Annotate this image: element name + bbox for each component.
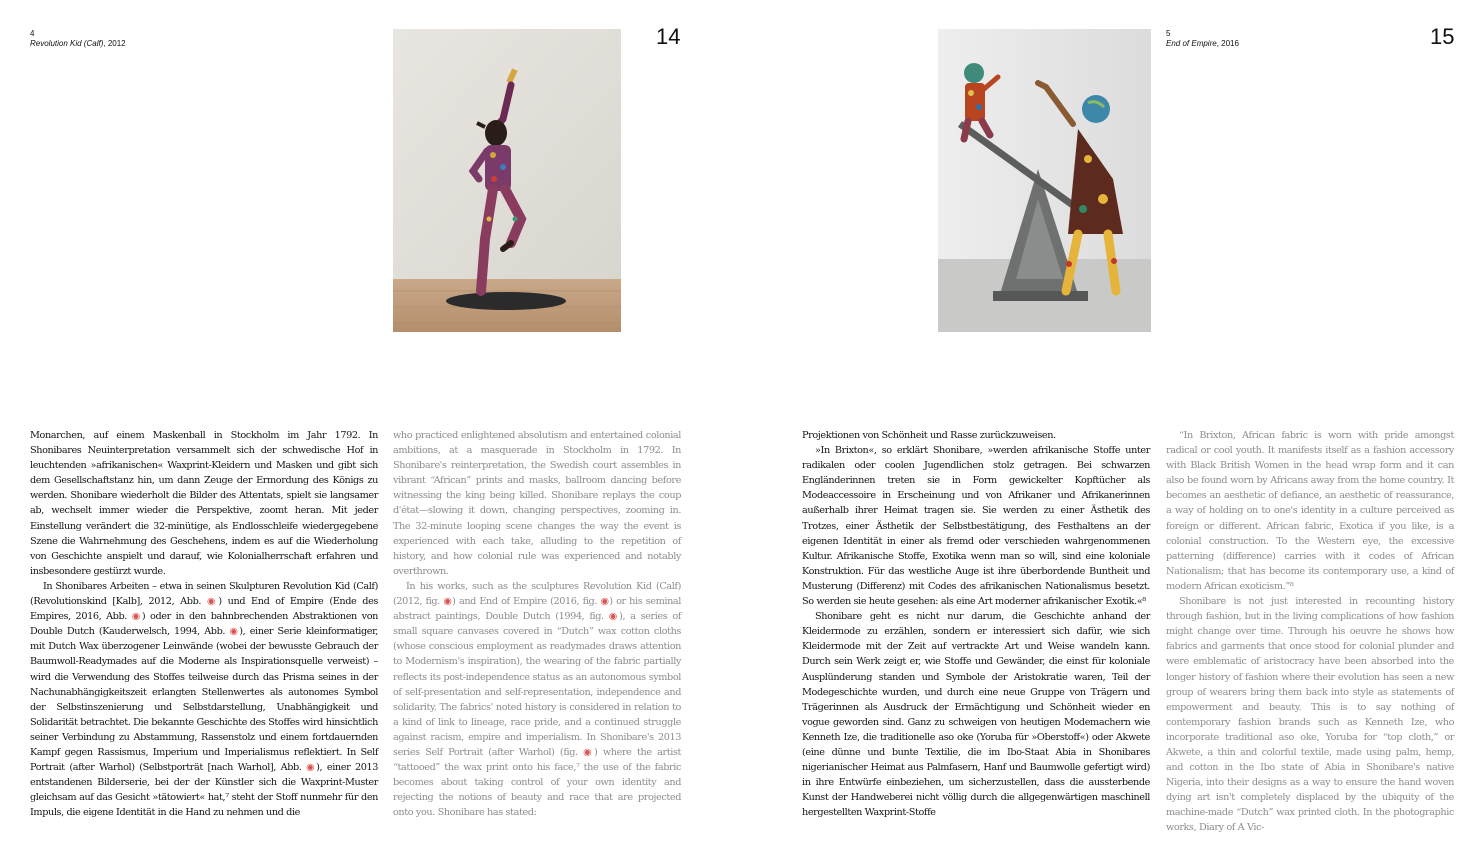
english-text-column [1166,428,1454,836]
figure-number: 5 [1166,29,1171,38]
right-page [742,0,1483,862]
sculpture-image [938,29,1151,332]
revolution-kid-photo [393,29,621,332]
paragraph: In his works, such as the sculptures Revolution Kid (Calf) (2012, fig. ◉) and End of Empire (2016, fig. ◉) or his seminal abstract paintings, Double Dutch (1994, fig. ◉), a series of small square canvases covered in “Dutch” wax cotton cloths (whose conscious employment as readymades draws attention to Modernism's inspiration), the wearing of the fabric partially reflects its post-independence status as an autonomous symbol of self-presentation and self-representation, independence and solidarity. The fabrics' noted history is considered in relation to a kind of link to lineage, race pride, and a continued struggle against racism, empire and imperialism. In Shonibare's 2013 series Self Portrait (after Warhol) (fig. ◉) where the artist “tattooed” the wax print onto his face,⁷ the use of the fabric becomes about taking control of your own identity and rejecting the notions of beauty and race that are projected onto you. Shonibare has stated: [393,580,682,819]
paragraph: In Shonibares Arbeiten – etwa in seinen Skulpturen Revolution Kid (Calf) (Revolutionskind [Kalb], 2012, Abb. ◉) und End of Empire (Ende des Empires, 2016, Abb. ◉) oder in den bahnbrechenden Abstraktionen von Double Dutch (Kauderwelsch, 1994, Abb. ◉), einer Serie kleinformatiger, mit Dutch Wax überzogener Leinwände (wobei der bewusste Gebrauch der Baumwoll-Readymades auf die Moderne als Inspirationsquelle verweist) – wird die Verwendung des Stoffes teilweise durch das Prisma seines in der Nachunabhängigkeitszeit erlangten Stellenwertes als autonomes Symbol der Selbstinszenierung und Selbstdarstellung, Unabhängigkeit und Solidarität betrachtet. Die bekannte Geschichte des Stoffes wird hinsichtlich seiner Verbindung zu Abstammung, Rassenstolz und einem fortdauernden Kampf gegen Rassismus, Imperium und Imperialismus reflektiert. In Self Portrait (after Warhol) (Selbstporträt [nach Warhol], Abb. ◉), einer 2013 entstandenen Bilderserie, bei der der Künstler sich die Waxprint-Muster gleichsam auf das Gesicht »tätowiert« hat,⁷ steht der Stoff nunmehr für den Impuls, die eigene Identität in die Hand zu nehmen und die [30,580,379,819]
page-number: 15 [1430,24,1455,49]
sculpture-image [393,29,621,332]
paragraph: “In Brixton, African fabric is worn with pride amongst radical or cool youth. It manifests itself as a fashion accessory with Black British Women in the head wrap form and it can also be found worn by Africans away from the home country. It becomes an aesthetic of defiance, an aesthetic of reassurance, a way of holding on to one's identity in a culture perceived as foreign or different. African fabric, Exotica if you like, is a colonial construction. To the Western eye, the excessive patterning (difference) carries with it codes of African Nationalism; that has become its contemporary use, a kind of modern African exoticism.”⁸ [1166,430,1454,592]
figure-reference-icon[interactable]: ◉ [600,596,610,608]
end-of-empire-photo [938,29,1151,332]
paragraph: who practiced enlightened absolutism and entertained colonial ambitions, at a masquerade in Stockholm in 1792. In Shonibare's reinterpretation, the Swedish court assembles in vibrant “African” prints and masks, ballroom dancing before witnessing the king being killed. Shonibare replays the coup d'état—slowing it down, changing perspectives, zooming in. The 32-minute looping scene changes the way the event is experienced with each take, alluding to the repetition of history, and how colonial rule was experienced and notably overthrown. [393,430,681,577]
paragraph: Monarchen, auf einem Maskenball in Stockholm im Jahr 1792. In Shonibares Neuinterpretation versammelt sich der schwedische Hof in leuchtenden »afrikanischen« Waxprint-Kleidern und Masken und gibt sich dem Gesellschaftstanz hin, um dann Zeuge der Ermordung des Königs zu werden. Shonibare wiederholt die Bilder des Attentats, spielt sie langsamer ab, wechselt immer wieder die Perspektive, zoomt heran. Mit jeder Einstellung verändert die 32-minütige, als Endlosschleife wiedergegebene Szene die Wahrnehmung des Geschehens, indem es auf die Wiederholung von Geschichte anspielt und darauf, wie Kolonialherrschaft erfahren und insbesondere gestürzt wurde. [30,430,378,577]
page-number: 14 [656,24,681,49]
figure-caption-5 [1166,29,1239,49]
figure-title: Revolution Kid (Calf), 2012 [30,39,126,48]
figure-reference-icon[interactable]: ◉ [608,611,620,623]
figure-reference-icon[interactable]: ◉ [306,762,317,774]
paragraph: Shonibare geht es nicht nur darum, die Geschichte anhand der Kleidermode zu erzählen, sondern er interessiert sich dafür, wie sich Kleidermode mit der Zeit auf vertrackte Art und Weise wandeln kann. Durch sein Werk zeigt er, wie Stoffe und Gewänder, die einst für koloniale Ausplünderung standen und Symbole der Aristokratie waren, Teil der Modegeschichte wurden, und durch eine neue Gruppe von Trägern und Trägerinnen als Ausdruck der Ermächtigung und Schönheit wieder en vogue geworden sind. Ganz zu schweigen von heutigen Modemachern wie Kenneth Ize, die traditionelle aso oke (Yoruba für »Oberstoff«) oder Akwete (eine dünne und bunte Textilie, die im Ibo-Staat Abia in Shonibares nigerianischer Heimat aus Palmfasern, Hanf und Baumwolle gefertigt wird) in ihre Entwürfe einbeziehen, um sicherzustellen, dass die aussterbende Kunst der Handweberei nicht völlig durch die allgegenwärtigen maschinell hergestellten Waxprint-Stoffe [802,611,1150,819]
english-text-column [393,428,681,820]
figure-title: End of Empire, 2016 [1166,39,1239,48]
figure-caption-4 [30,29,126,49]
figure-year: , 2012 [103,39,126,48]
figure-reference-icon[interactable]: ◉ [207,596,219,608]
left-page [0,0,741,862]
figure-reference-icon[interactable]: ◉ [583,746,595,758]
figure-year: , 2016 [1216,39,1239,48]
paragraph: Shonibare is not just interested in recounting history through fashion, but in the living complications of how fashion might change over time. Through his oeuvre he shows how fabrics and garments that once stood for colonial plunder and were emblematic of aristocracy have been absorbed into the longer history of fashion where their evolution has seen a new group of wearers bring them back into style as statements of empowerment and beauty. This is to say nothing of contemporary fashion brands such as Kenneth Ize, who incorporate traditional aso oke, Yoruba for “top cloth,” or Akwete, a thin and colorful textile, made using palm, hemp, and cotton in the Ibo state of Abia in Shonibare's native Nigeria, into their designs as a way to ensure the hand woven dying art isn't completely displaced by the ubiquity of the machine-made “Dutch” wax printed cloth. In the photographic works, Diary of A Vic- [1166,596,1454,834]
figure-number: 4 [30,29,35,38]
german-text-column [802,428,1150,820]
paragraph: Projektionen von Schönheit und Rasse zurückzuweisen. [802,430,1056,441]
german-text-column [30,428,378,820]
figure-reference-icon[interactable]: ◉ [131,611,142,623]
figure-reference-icon[interactable]: ◉ [443,596,453,608]
figure-reference-icon[interactable]: ◉ [229,626,240,638]
paragraph: »In Brixton«, so erklärt Shonibare, »werden afrikanische Stoffe unter radikalen oder coolen Jugendlichen stolz getragen. Bei schwarzen Engländerinnen treten sie in Form gewickelter Kopftücher als Modeaccessoire in Erscheinung und von Afrikaner und Afrikanerinnen außerhalb ihrer Heimat tragen sie. Sie werden zu einer Ästhetik des Trotzes, einer Ästhetik der Selbstbestätigung, des Festhaltens an der eigenen Identität in einer als fremd oder verschieden wahrgenommenen Kultur. Afrikanische Stoffe, Exotika wenn man so will, sind eine koloniale Konstruktion. Für das westliche Auge ist ihre überbordende Buntheit und Musterung (Differenz) mit Codes des afrikanischen Nationalismus besetzt. So werden sie heute gesehen: als eine Art moderner afrikanischer Exotik.«⁸ [802,445,1150,608]
